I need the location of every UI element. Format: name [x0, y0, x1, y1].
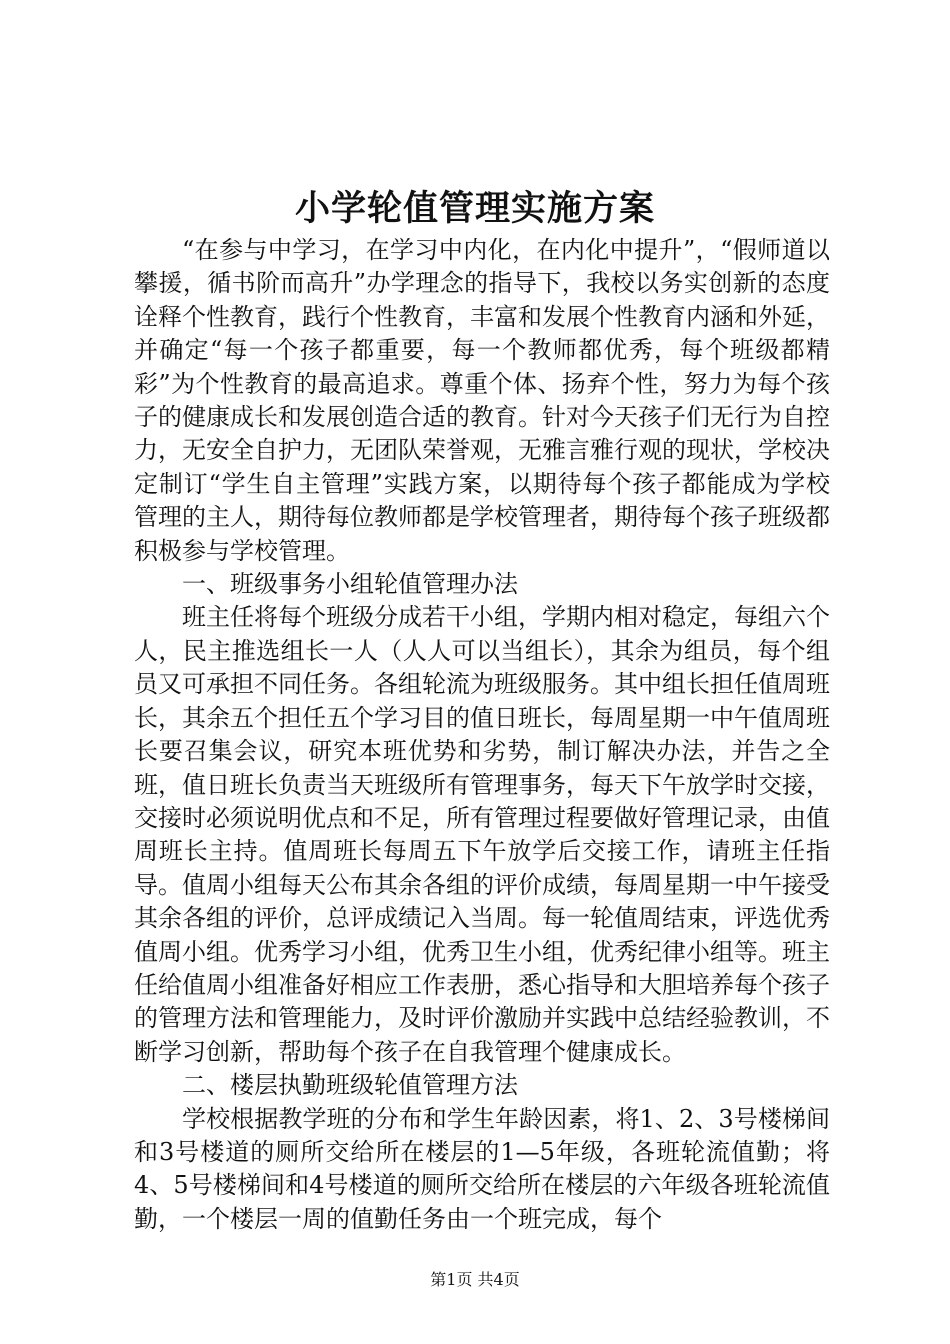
section-1-paragraph: 班主任将每个班级分成若干小组，学期内相对稳定，每组六个人，民主推选组长一人（人人可以当组长），其余为组员，每个组员又可承担不同任务。各组轮流为班级服务。其中组长担任值周班长，其余五个担任五个学习目的值日班长，每周星期一中午值周班长要召集会议，研究本班优势和劣势，制订解决办法，并告之全班，值日班长负责当天班级所有管理事务，每天下午放学时交接，交接时必须说明优点和不足，所有管理过程要做好管理记录，由值周班长主持。值周班长每周五下午放学后交接工作，请班主任指导。值周小组每天公布其余各组的评价成绩，每周星期一中午接受其余各组的评价，总评成绩记入当周。每一轮值周结束，评选优秀值周小组。优秀学习小组，优秀卫生小组，优秀纪律小组等。班主任给值周小组准备好相应工作表册，悉心指导和大胆培养每个孩子的管理方法和管理能力，及时评价激励并实践中总结经验教训，不断学习创新，帮助每个孩子在自我管理个健康成长。: [134, 603, 830, 1066]
section-2-paragraph: 学校根据教学班的分布和学生年龄因素，将1、2、3号楼梯间和3号楼道的厕所交给所在楼层的1—5年级，各班轮流值勤；将4、5号楼梯间和4号楼道的厕所交给所在楼层的六年级各班轮流值勤，一个楼层一周的值勤任务由一个班完成，每个: [134, 1104, 830, 1233]
section-heading-2: 二、楼层执勤班级轮值管理方法: [182, 1071, 518, 1100]
document-title: 小学轮值管理实施方案: [294, 188, 655, 229]
intro-paragraph: “在参与中学习，在学习中内化，在内化中提升”，“假师道以攀援，循书阶而高升”办学理念的指导下，我校以务实创新的态度诠释个性教育，践行个性教育，丰富和发展个性教育内涵和外延，并确定“每一个孩子都重要，每一个教师都优秀，每个班级都精彩”为个性教育的最高追求。尊重个体、扬弃个性，努力为每个孩子的健康成长和发展创造合适的教育。针对今天孩子们无行为自控力，无安全自护力，无团队荣誉观，无雅言雅行观的现状，学校决定制订“学生自主管理”实践方案，以期待每个孩子都能成为学校管理的主人，期待每位教师都是学校管理者，期待每个孩子班级都积极参与学校管理。: [134, 236, 830, 565]
section-heading-1: 一、班级事务小组轮值管理办法: [182, 570, 518, 599]
document-body: [134, 234, 830, 1236]
page-footer: 第1页 共4页: [430, 1270, 520, 1289]
